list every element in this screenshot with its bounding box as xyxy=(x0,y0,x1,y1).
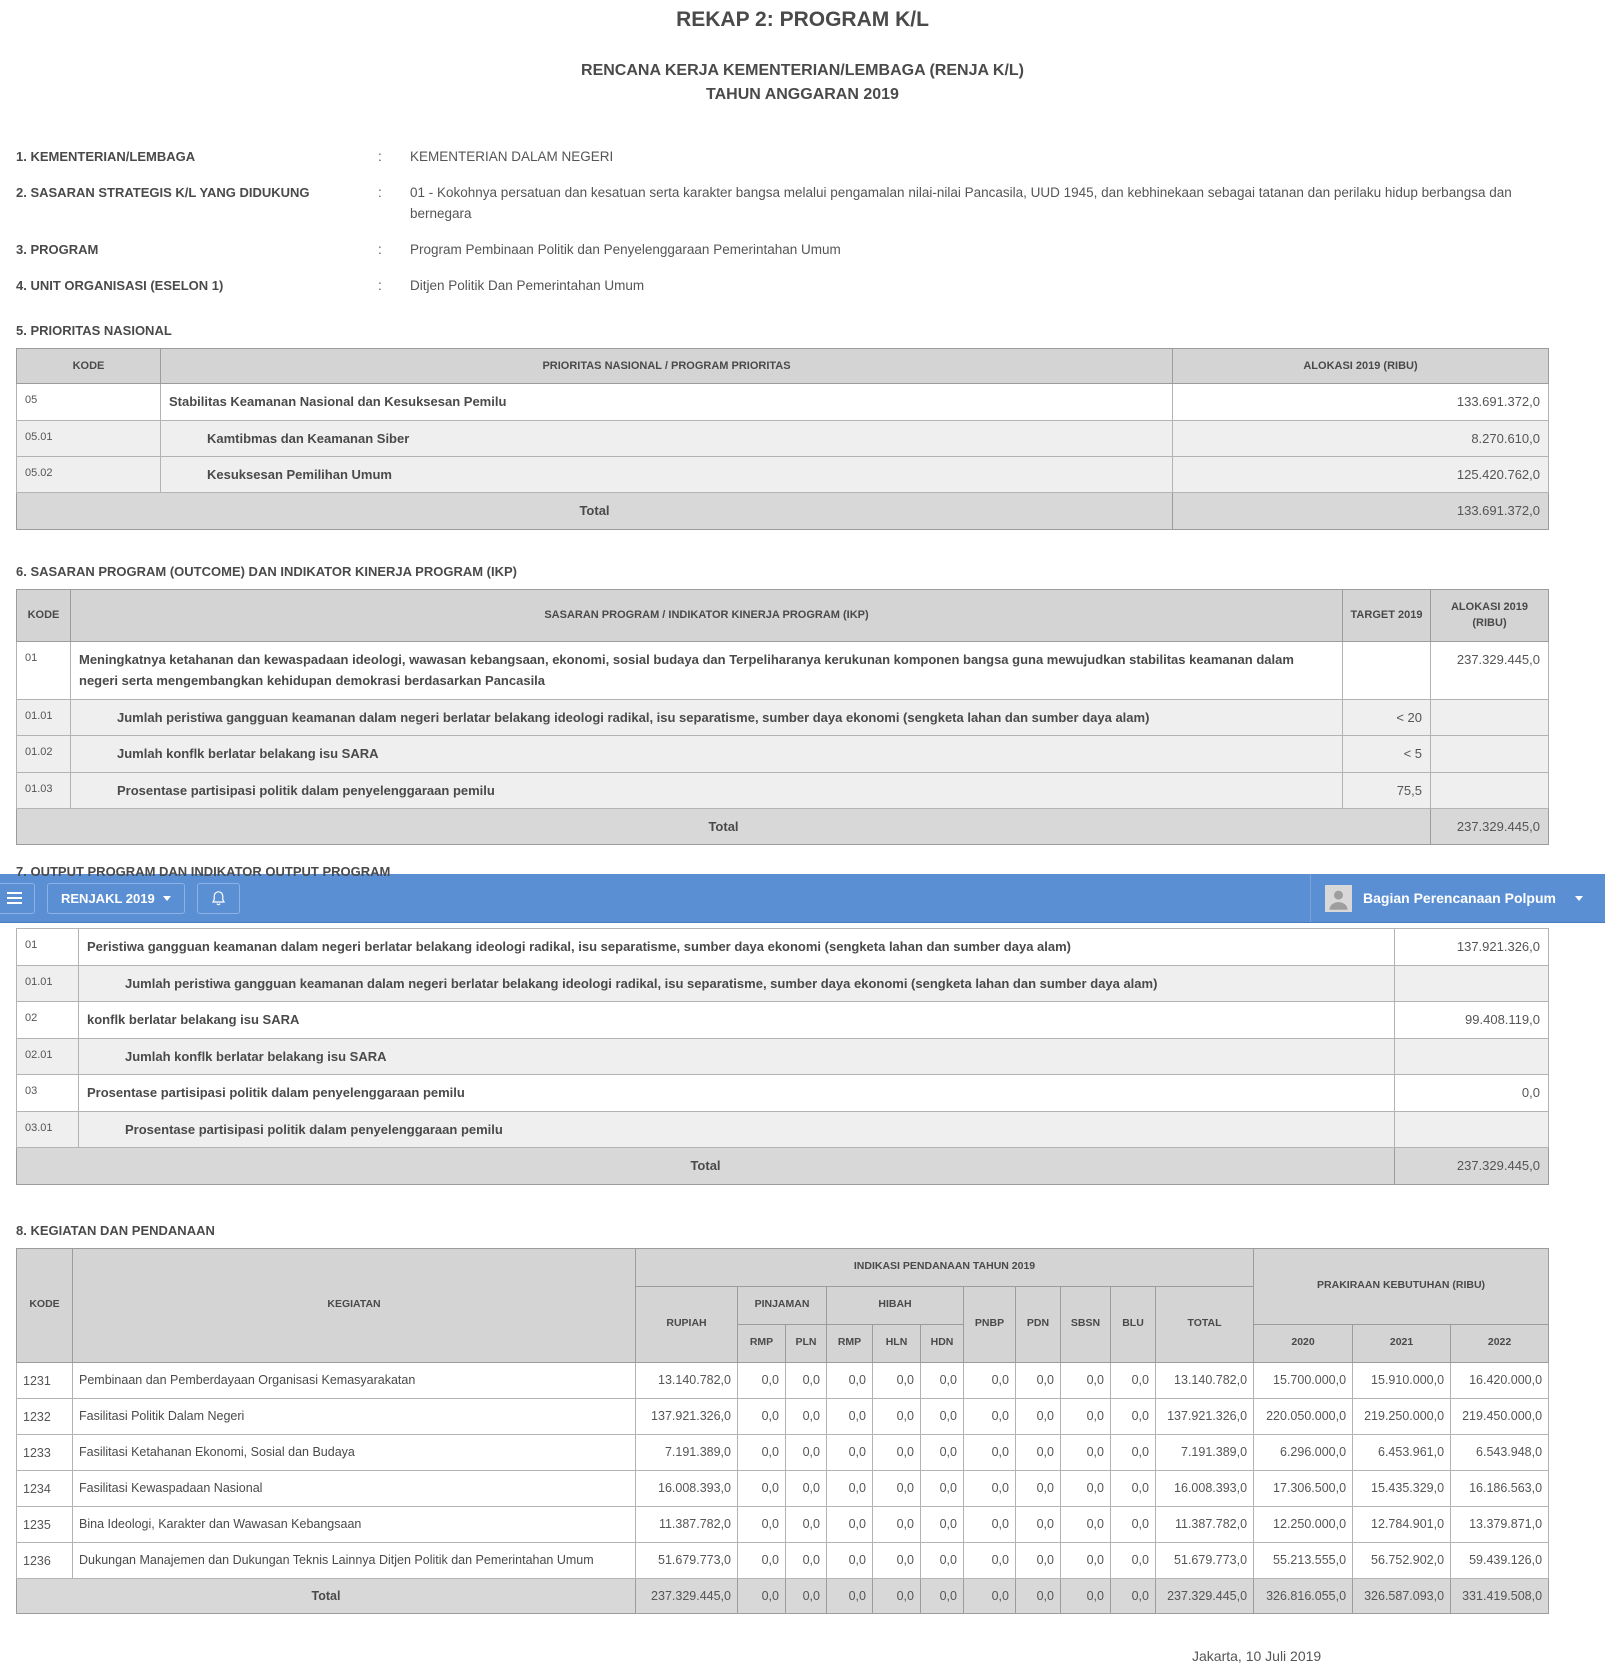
row-total: 51.679.773,0 xyxy=(1156,1542,1254,1578)
row-pln: 0,0 xyxy=(786,1398,827,1434)
notifications-button[interactable] xyxy=(197,883,240,914)
row-kode: 1236 xyxy=(17,1542,73,1578)
row-pinjaman-rmp: 0,0 xyxy=(738,1434,786,1470)
row-kegiatan: Bina Ideologi, Karakter dan Wawasan Kebangsaan xyxy=(73,1506,636,1542)
row-kode: 02 xyxy=(17,1002,79,1038)
hamburger-icon xyxy=(7,889,22,907)
row-kode: 01 xyxy=(17,929,79,965)
row-hdn: 0,0 xyxy=(921,1470,964,1506)
row-2022: 16.186.563,0 xyxy=(1451,1470,1549,1506)
column-header-prakiraan: PRAKIRAAN KEBUTUHAN (RIBU) xyxy=(1254,1248,1549,1324)
row-target xyxy=(1343,641,1431,699)
table-row xyxy=(17,1362,1549,1398)
row-kode: 01 xyxy=(17,641,71,699)
row-kode: 01.01 xyxy=(17,965,79,1001)
colon: : xyxy=(378,241,382,257)
table-row xyxy=(17,456,1549,492)
table-row xyxy=(17,420,1549,456)
row-alokasi: 137.921.326,0 xyxy=(1395,929,1549,965)
row-2021: 15.435.329,0 xyxy=(1353,1470,1451,1506)
row-rupiah: 16.008.393,0 xyxy=(636,1470,738,1506)
column-header-kode: KODE xyxy=(17,1248,73,1362)
row-rupiah: 137.921.326,0 xyxy=(636,1398,738,1434)
row-total: 16.008.393,0 xyxy=(1156,1470,1254,1506)
info-row-unit-organisasi xyxy=(16,276,1589,297)
row-kode: 03.01 xyxy=(17,1111,79,1147)
table-row xyxy=(17,1434,1549,1470)
row-2020: 220.050.000,0 xyxy=(1254,1398,1353,1434)
row-pln: 0,0 xyxy=(786,1470,827,1506)
column-header-pnbp: PNBP xyxy=(964,1286,1016,1362)
colon: : xyxy=(378,149,382,164)
total-label: Total xyxy=(17,809,1431,845)
column-header-pinjaman: PINJAMAN xyxy=(738,1286,827,1324)
bell-icon xyxy=(211,890,226,907)
row-2020: 15.700.000,0 xyxy=(1254,1362,1353,1398)
section5-heading: 5. PRIORITAS NASIONAL xyxy=(16,322,172,338)
page-title: REKAP 2: PROGRAM K/L xyxy=(676,8,929,31)
row-total: 137.921.326,0 xyxy=(1156,1398,1254,1434)
subtitle-line-1: RENCANA KERJA KEMENTERIAN/LEMBAGA (RENJA K/L) xyxy=(581,62,1024,79)
row-hibah-rmp: 0,0 xyxy=(827,1398,873,1434)
info-fields xyxy=(16,147,1589,297)
row-alokasi: 0,0 xyxy=(1395,1075,1549,1111)
row-hln: 0,0 xyxy=(873,1506,921,1542)
table-row xyxy=(17,1002,1549,1038)
row-kode: 05 xyxy=(17,384,161,420)
menu-toggle-button[interactable] xyxy=(0,883,35,914)
table-row xyxy=(17,699,1549,735)
row-kegiatan: Dukungan Manajemen dan Dukungan Teknis Lainnya Ditjen Politik dan Pemerintahan Umum xyxy=(73,1542,636,1578)
row-name: Prosentase partisipasi politik dalam penyelenggaraan pemilu xyxy=(71,772,1343,808)
row-alokasi xyxy=(1431,772,1549,808)
total-alokasi: 133.691.372,0 xyxy=(1173,493,1549,529)
table-row xyxy=(17,384,1549,420)
column-header-rmp-pinjaman: RMP xyxy=(738,1324,786,1362)
total-2020: 326.816.055,0 xyxy=(1254,1578,1353,1613)
total-sbsn: 0,0 xyxy=(1061,1578,1111,1613)
info-value: Program Pembinaan Politik dan Penyelenggaraan Pemerintahan Umum xyxy=(410,241,841,257)
row-hln: 0,0 xyxy=(873,1434,921,1470)
info-label: 2. SASARAN STRATEGIS K/L YANG DIDUKUNG xyxy=(16,184,310,200)
table-row xyxy=(17,1038,1549,1074)
section7-heading: 7. OUTPUT PROGRAM DAN INDIKATOR OUTPUT PROGRAM xyxy=(16,864,391,880)
table-row xyxy=(17,736,1549,772)
row-blu: 0,0 xyxy=(1111,1434,1156,1470)
row-pln: 0,0 xyxy=(786,1506,827,1542)
row-pln: 0,0 xyxy=(786,1434,827,1470)
info-label: 4. UNIT ORGANISASI (ESELON 1) xyxy=(16,277,224,293)
brand-label: RENJAKL 2019 xyxy=(61,890,155,906)
row-blu: 0,0 xyxy=(1111,1542,1156,1578)
row-hln: 0,0 xyxy=(873,1542,921,1578)
signature-place-date: Jakarta, 10 Juli 2019 xyxy=(1192,1647,1322,1664)
section8-heading: 8. KEGIATAN DAN PENDANAAN xyxy=(16,1222,215,1238)
user-name: Bagian Perencanaan Polpum xyxy=(1363,890,1556,907)
table-row xyxy=(17,1542,1549,1578)
row-2021: 56.752.902,0 xyxy=(1353,1542,1451,1578)
row-kode: 02.01 xyxy=(17,1038,79,1074)
renjakl-dropdown-button[interactable] xyxy=(47,883,185,914)
row-pdn: 0,0 xyxy=(1016,1542,1061,1578)
info-value: KEMENTERIAN DALAM NEGERI xyxy=(410,149,614,164)
row-alokasi: 133.691.372,0 xyxy=(1173,384,1549,420)
row-kode: 01.01 xyxy=(17,699,71,735)
total-hln: 0,0 xyxy=(873,1578,921,1613)
row-pnbp: 0,0 xyxy=(964,1398,1016,1434)
caret-down-icon xyxy=(163,896,171,901)
row-2020: 17.306.500,0 xyxy=(1254,1470,1353,1506)
row-rupiah: 7.191.389,0 xyxy=(636,1434,738,1470)
column-header-kode: KODE xyxy=(17,348,161,384)
column-header-total: TOTAL xyxy=(1156,1286,1254,1362)
total-hdn: 0,0 xyxy=(921,1578,964,1613)
table-row xyxy=(17,772,1549,808)
total-row xyxy=(17,493,1549,529)
row-2022: 6.543.948,0 xyxy=(1451,1434,1549,1470)
row-blu: 0,0 xyxy=(1111,1470,1156,1506)
column-header-indikasi: INDIKASI PENDANAAN TAHUN 2019 xyxy=(636,1248,1254,1286)
row-name: Prosentase partisipasi politik dalam penyelenggaraan pemilu xyxy=(79,1075,1395,1111)
row-hibah-rmp: 0,0 xyxy=(827,1434,873,1470)
column-header-rmp-hibah: RMP xyxy=(827,1324,873,1362)
row-pinjaman-rmp: 0,0 xyxy=(738,1362,786,1398)
total-2021: 326.587.093,0 xyxy=(1353,1578,1451,1613)
row-alokasi: 125.420.762,0 xyxy=(1173,456,1549,492)
row-kode: 1232 xyxy=(17,1398,73,1434)
row-alokasi: 237.329.445,0 xyxy=(1431,641,1549,699)
table-row xyxy=(17,1075,1549,1111)
column-header-rupiah: RUPIAH xyxy=(636,1286,738,1362)
row-pinjaman-rmp: 0,0 xyxy=(738,1398,786,1434)
row-kegiatan: Fasilitasi Kewaspadaan Nasional xyxy=(73,1470,636,1506)
row-sbsn: 0,0 xyxy=(1061,1398,1111,1434)
row-hibah-rmp: 0,0 xyxy=(827,1362,873,1398)
row-sbsn: 0,0 xyxy=(1061,1362,1111,1398)
row-pnbp: 0,0 xyxy=(964,1506,1016,1542)
navbar-left xyxy=(0,874,240,922)
row-rupiah: 51.679.773,0 xyxy=(636,1542,738,1578)
row-sbsn: 0,0 xyxy=(1061,1470,1111,1506)
row-rupiah: 13.140.782,0 xyxy=(636,1362,738,1398)
row-name: Kesuksesan Pemilihan Umum xyxy=(161,456,1173,492)
row-alokasi xyxy=(1431,736,1549,772)
column-header-hibah: HIBAH xyxy=(827,1286,964,1324)
row-pinjaman-rmp: 0,0 xyxy=(738,1542,786,1578)
column-header-2022: 2022 xyxy=(1451,1324,1549,1362)
row-hdn: 0,0 xyxy=(921,1542,964,1578)
column-header-hdn: HDN xyxy=(921,1324,964,1362)
row-total: 13.140.782,0 xyxy=(1156,1362,1254,1398)
table-row xyxy=(17,1470,1549,1506)
table-row xyxy=(17,965,1549,1001)
row-2021: 6.453.961,0 xyxy=(1353,1434,1451,1470)
column-header-prioritas: PRIORITAS NASIONAL / PROGRAM PRIORITAS xyxy=(161,348,1173,384)
total-pnbp: 0,0 xyxy=(964,1578,1016,1613)
user-menu[interactable] xyxy=(1310,874,1605,922)
column-header-sasaran: SASARAN PROGRAM / INDIKATOR KINERJA PROGRAM (IKP) xyxy=(71,589,1343,641)
row-kode: 1234 xyxy=(17,1470,73,1506)
row-2022: 219.450.000,0 xyxy=(1451,1398,1549,1434)
row-pln: 0,0 xyxy=(786,1362,827,1398)
row-alokasi xyxy=(1395,1111,1549,1147)
row-name: Jumlah peristiwa gangguan keamanan dalam negeri berlatar belakang ideologi radikal, isu separatisme, sumber daya ekonomi (sengketa lahan dan sumber daya alam) xyxy=(79,965,1395,1001)
row-sbsn: 0,0 xyxy=(1061,1506,1111,1542)
row-sbsn: 0,0 xyxy=(1061,1542,1111,1578)
total-alokasi: 237.329.445,0 xyxy=(1395,1148,1549,1184)
column-header-hln: HLN xyxy=(873,1324,921,1362)
column-header-2021: 2021 xyxy=(1353,1324,1451,1362)
row-hibah-rmp: 0,0 xyxy=(827,1506,873,1542)
section6-heading: 6. SASARAN PROGRAM (OUTCOME) DAN INDIKATOR KINERJA PROGRAM (IKP) xyxy=(16,563,517,579)
column-header-pdn: PDN xyxy=(1016,1286,1061,1362)
table-row xyxy=(17,641,1549,699)
row-blu: 0,0 xyxy=(1111,1506,1156,1542)
row-hdn: 0,0 xyxy=(921,1398,964,1434)
info-row-program xyxy=(16,240,1589,261)
caret-down-icon xyxy=(1575,896,1583,901)
info-row-kementerian xyxy=(16,147,1589,168)
row-hln: 0,0 xyxy=(873,1470,921,1506)
row-2021: 12.784.901,0 xyxy=(1353,1506,1451,1542)
row-kode: 01.02 xyxy=(17,736,71,772)
row-alokasi xyxy=(1395,965,1549,1001)
kegiatan-pendanaan-table xyxy=(16,1248,1549,1614)
row-kode: 1231 xyxy=(17,1362,73,1398)
row-2022: 59.439.126,0 xyxy=(1451,1542,1549,1578)
column-header-pln: PLN xyxy=(786,1324,827,1362)
row-pnbp: 0,0 xyxy=(964,1362,1016,1398)
info-value: 01 - Kokohnya persatuan dan kesatuan serta karakter bangsa melalui pengamalan nilai-nilai Pancasila, UUD 1945, dan kebhinekaan sebagai tatanan dan perilaku hidup berbangsa dan bernegara xyxy=(410,184,1512,221)
row-alokasi xyxy=(1431,699,1549,735)
row-pnbp: 0,0 xyxy=(964,1470,1016,1506)
row-hdn: 0,0 xyxy=(921,1506,964,1542)
total-row xyxy=(17,1148,1549,1184)
colon: : xyxy=(378,184,382,200)
total-total: 237.329.445,0 xyxy=(1156,1578,1254,1613)
row-target: < 5 xyxy=(1343,736,1431,772)
table-row xyxy=(17,1506,1549,1542)
colon: : xyxy=(378,277,382,293)
total-rupiah: 237.329.445,0 xyxy=(636,1578,738,1613)
total-pdn: 0,0 xyxy=(1016,1578,1061,1613)
row-kode: 1235 xyxy=(17,1506,73,1542)
row-pdn: 0,0 xyxy=(1016,1470,1061,1506)
sasaran-program-table xyxy=(16,589,1549,846)
row-rupiah: 11.387.782,0 xyxy=(636,1506,738,1542)
total-hibah-rmp: 0,0 xyxy=(827,1578,873,1613)
row-alokasi: 8.270.610,0 xyxy=(1173,420,1549,456)
column-header-kegiatan: KEGIATAN xyxy=(73,1248,636,1362)
user-avatar xyxy=(1325,885,1352,912)
column-header-target: TARGET 2019 xyxy=(1343,589,1431,641)
row-name: Stabilitas Keamanan Nasional dan Kesuksesan Pemilu xyxy=(161,384,1173,420)
column-header-alokasi: ALOKASI 2019 (RIBU) xyxy=(1173,348,1549,384)
row-alokasi: 99.408.119,0 xyxy=(1395,1002,1549,1038)
info-label: 1. KEMENTERIAN/LEMBAGA xyxy=(16,149,196,164)
total-2022: 331.419.508,0 xyxy=(1451,1578,1549,1613)
row-kode: 01.03 xyxy=(17,772,71,808)
row-pnbp: 0,0 xyxy=(964,1434,1016,1470)
document-header xyxy=(0,0,1605,107)
column-header-alokasi: ALOKASI 2019 (RIBU) xyxy=(1431,589,1549,641)
prioritas-nasional-table xyxy=(16,348,1549,530)
row-name: konflk berlatar belakang isu SARA xyxy=(79,1002,1395,1038)
row-total: 11.387.782,0 xyxy=(1156,1506,1254,1542)
column-header-2020: 2020 xyxy=(1254,1324,1353,1362)
total-label: Total xyxy=(17,1148,1395,1184)
row-2020: 12.250.000,0 xyxy=(1254,1506,1353,1542)
row-pdn: 0,0 xyxy=(1016,1398,1061,1434)
row-pdn: 0,0 xyxy=(1016,1506,1061,1542)
info-row-sasaran-strategis xyxy=(16,183,1589,225)
info-label: 3. PROGRAM xyxy=(16,241,99,257)
row-hibah-rmp: 0,0 xyxy=(827,1470,873,1506)
row-kegiatan: Fasilitasi Politik Dalam Negeri xyxy=(73,1398,636,1434)
row-target: < 20 xyxy=(1343,699,1431,735)
total-label: Total xyxy=(17,493,1173,529)
total-pinjaman-rmp: 0,0 xyxy=(738,1578,786,1613)
total-label: Total xyxy=(17,1578,636,1613)
row-kegiatan: Fasilitasi Ketahanan Ekonomi, Sosial dan Budaya xyxy=(73,1434,636,1470)
row-blu: 0,0 xyxy=(1111,1362,1156,1398)
row-2021: 15.910.000,0 xyxy=(1353,1362,1451,1398)
top-navbar xyxy=(0,874,1605,923)
row-pinjaman-rmp: 0,0 xyxy=(738,1470,786,1506)
row-name: Meningkatnya ketahanan dan kewaspadaan ideologi, wawasan kebangsaan, ekonomi, sosial budaya dan Terpeliharanya kerukunan komponen bangsa guna mewujudkan stabilitas keamanan dalam negeri serta mengembangkan kehidupan demokrasi berdasarkan Pancasila xyxy=(71,641,1343,699)
column-header-blu: BLU xyxy=(1111,1286,1156,1362)
row-total: 7.191.389,0 xyxy=(1156,1434,1254,1470)
person-icon xyxy=(1325,885,1352,912)
row-blu: 0,0 xyxy=(1111,1398,1156,1434)
row-pln: 0,0 xyxy=(786,1542,827,1578)
row-2022: 13.379.871,0 xyxy=(1451,1506,1549,1542)
total-pln: 0,0 xyxy=(786,1578,827,1613)
subtitle-line-2: TAHUN ANGGARAN 2019 xyxy=(706,86,899,103)
total-row xyxy=(17,1578,1549,1613)
row-alokasi xyxy=(1395,1038,1549,1074)
row-name: Prosentase partisipasi politik dalam penyelenggaraan pemilu xyxy=(79,1111,1395,1147)
row-hln: 0,0 xyxy=(873,1398,921,1434)
row-2021: 219.250.000,0 xyxy=(1353,1398,1451,1434)
row-hibah-rmp: 0,0 xyxy=(827,1542,873,1578)
table-row xyxy=(17,1111,1549,1147)
row-kode: 1233 xyxy=(17,1434,73,1470)
row-kode: 03 xyxy=(17,1075,79,1111)
total-blu: 0,0 xyxy=(1111,1578,1156,1613)
row-2020: 6.296.000,0 xyxy=(1254,1434,1353,1470)
table-row xyxy=(17,1398,1549,1434)
row-sbsn: 0,0 xyxy=(1061,1434,1111,1470)
row-kegiatan: Pembinaan dan Pemberdayaan Organisasi Kemasyarakatan xyxy=(73,1362,636,1398)
row-pdn: 0,0 xyxy=(1016,1434,1061,1470)
row-pdn: 0,0 xyxy=(1016,1362,1061,1398)
row-2020: 55.213.555,0 xyxy=(1254,1542,1353,1578)
row-hln: 0,0 xyxy=(873,1362,921,1398)
row-kode: 05.02 xyxy=(17,456,161,492)
row-name: Jumlah konflk berlatar belakang isu SARA xyxy=(79,1038,1395,1074)
row-hdn: 0,0 xyxy=(921,1362,964,1398)
row-target: 75,5 xyxy=(1343,772,1431,808)
column-header-kode: KODE xyxy=(17,589,71,641)
row-hdn: 0,0 xyxy=(921,1434,964,1470)
row-name: Kamtibmas dan Keamanan Siber xyxy=(161,420,1173,456)
row-name: Jumlah konflk berlatar belakang isu SARA xyxy=(71,736,1343,772)
row-name: Jumlah peristiwa gangguan keamanan dalam negeri berlatar belakang ideologi radikal, isu separatisme, sumber daya ekonomi (sengketa lahan dan sumber daya alam) xyxy=(71,699,1343,735)
row-pinjaman-rmp: 0,0 xyxy=(738,1506,786,1542)
column-header-sbsn: SBSN xyxy=(1061,1286,1111,1362)
section7-heading-clipped xyxy=(16,864,1605,880)
row-2022: 16.420.000,0 xyxy=(1451,1362,1549,1398)
total-row xyxy=(17,809,1549,845)
info-value: Ditjen Politik Dan Pemerintahan Umum xyxy=(410,277,645,293)
row-kode: 05.01 xyxy=(17,420,161,456)
total-alokasi: 237.329.445,0 xyxy=(1431,809,1549,845)
row-pnbp: 0,0 xyxy=(964,1542,1016,1578)
output-program-table xyxy=(16,928,1549,1184)
table-row xyxy=(17,929,1549,965)
row-name: Peristiwa gangguan keamanan dalam negeri berlatar belakang ideologi radikal, isu separatisme, sumber daya ekonomi (sengketa lahan dan sumber daya alam) xyxy=(79,929,1395,965)
document-subtitle xyxy=(0,59,1605,107)
